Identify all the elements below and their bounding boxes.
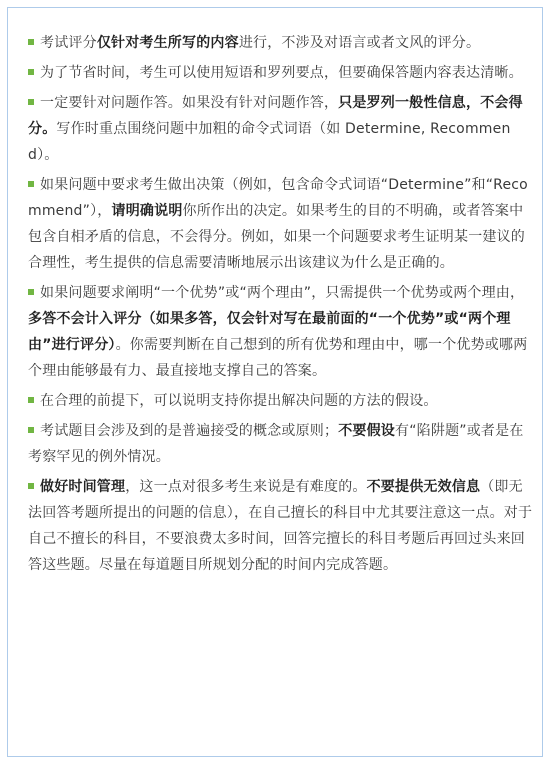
- square-bullet-icon: [28, 397, 34, 403]
- item-text: 进行，不涉及对语言或者文风的评分。: [238, 35, 481, 51]
- list-item: [28, 60, 536, 86]
- item-text: 一定要针对问题作答。如果没有针对问题作答，: [40, 95, 339, 111]
- square-bullet-icon: [28, 427, 34, 433]
- list-item: [28, 474, 536, 578]
- content-frame: [7, 7, 543, 757]
- item-text: 考试题目会涉及到的是普遍接受的概念或原则；: [40, 423, 339, 439]
- square-bullet-icon: [28, 39, 34, 45]
- item-text-bold: 不要假设: [338, 423, 396, 439]
- item-text: 。你需要判断在自己想到的所有优势和理由中，哪一个优势或哪两个理由能够最有力、最直接地支撑自己的答案。: [28, 337, 528, 379]
- item-text-bold: 多答不会计入评分（如果多答，仅会针对写在最前面的“一个优势”或“两个理由”进行评分）: [28, 311, 511, 353]
- item-text: 在合理的前提下，可以说明支持你提出解决问题的方法的假设。: [40, 393, 438, 409]
- square-bullet-icon: [28, 289, 34, 295]
- list-item: [28, 418, 536, 470]
- item-text: 有“陷阱题”或者是在考察罕见的例外情况。: [28, 423, 524, 465]
- item-text: ，这一点对很多考生来说是有难度的。: [125, 479, 367, 495]
- list-item: [28, 280, 536, 384]
- item-text: 如果问题中要求考生做出决策（例如，包含命令式词语“Determine”和“Recommend”），: [28, 177, 528, 219]
- guidelines-list: [28, 30, 536, 582]
- item-text: （即无法回答考题所提出的问题的信息），在自己擅长的科目中尤其要注意这一点。对于自己不擅长的科目，不要浪费太多时间，回答完擅长的科目考题后再回过头来回答这些题。尽量在每道题目所规划分配的时间内完成答题。: [28, 479, 533, 573]
- item-text-bold: 仅针对考生所写的内容: [96, 35, 239, 51]
- item-text-bold: 请明确说明: [111, 203, 183, 219]
- list-item: [28, 30, 536, 56]
- square-bullet-icon: [28, 69, 34, 75]
- item-text-bold: 不要提供无效信息: [366, 479, 481, 495]
- item-text: 为了节省时间，考生可以使用短语和罗列要点，但要确保答题内容表达清晰。: [40, 65, 523, 81]
- list-item: [28, 172, 536, 276]
- square-bullet-icon: [28, 181, 34, 187]
- item-text: 写作时重点围绕问题中加粗的命令式词语（如 Determine, Recommend）。: [28, 121, 511, 163]
- list-item: [28, 388, 536, 414]
- square-bullet-icon: [28, 483, 34, 489]
- square-bullet-icon: [28, 99, 34, 105]
- item-text-bold: 只是罗列一般性信息，不会得分。: [28, 95, 523, 137]
- item-text: 你所作出的决定。如果考生的目的不明确，或者答案中包含自相矛盾的信息，不会得分。例如，如果一个问题要求考生证明某一建议的合理性，考生提供的信息需要清晰地展示出该建议为什么是正确的。: [28, 203, 525, 271]
- item-text: 如果问题要求阐明“一个优势”或“两个理由”，只需提供一个优势或两个理由，: [40, 285, 525, 301]
- item-text-bold: 做好时间管理: [40, 479, 126, 495]
- list-item: [28, 90, 536, 168]
- item-text: 考试评分: [40, 35, 97, 51]
